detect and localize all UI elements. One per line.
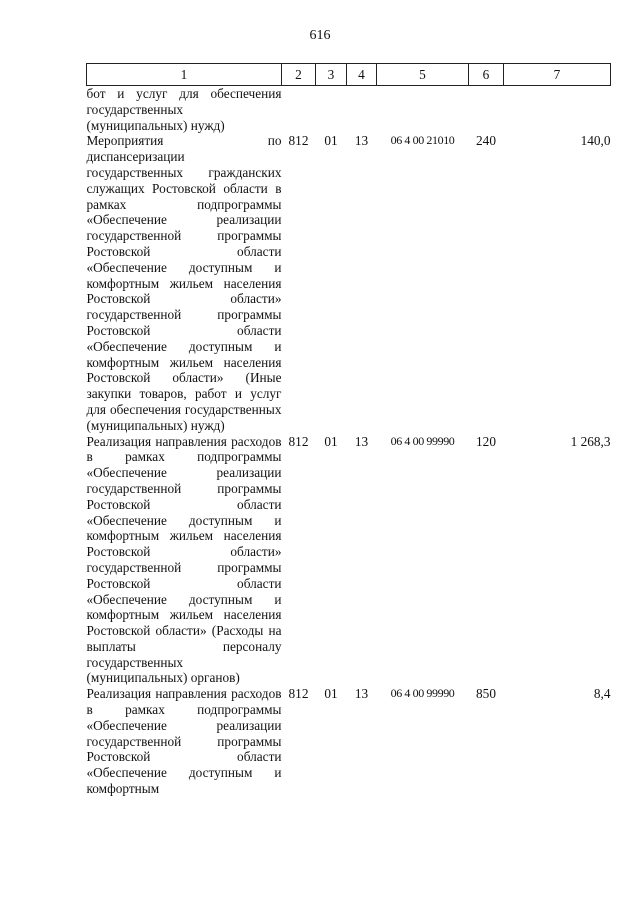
header-col-4: 4 bbox=[347, 64, 377, 86]
row-ministry: 812 bbox=[288, 686, 309, 702]
header-col-1: 1 bbox=[87, 64, 282, 86]
row-target-article: 06 4 00 99990 bbox=[390, 686, 455, 701]
row-target-article: 06 4 00 99990 bbox=[390, 433, 455, 448]
row-description: Мероприятия по диспансеризации государственных гражданских служащих Ростовской области в рамках подпрограммы «Обеспечение реализации государственной программы Ростовской области «Обеспечение доступным и комфортным жильем населения Ростовской области» государственной программы Ростовской области «Обеспечение доступным и комфортным жильем населения Ростовской области» (Иные закупки товаров, работ и услуг для обеспечения государственных (муниципальных) нужд) bbox=[86, 133, 282, 433]
header-col-5: 5 bbox=[377, 64, 469, 86]
row-target-article: 06 4 00 21010 bbox=[390, 133, 455, 148]
row-amount: 140,0 bbox=[580, 133, 611, 149]
row-amount: 1 268,3 bbox=[570, 433, 611, 449]
header-col-6: 6 bbox=[469, 64, 504, 86]
header-col-3: 3 bbox=[316, 64, 347, 86]
row-expense-type: 240 bbox=[476, 133, 496, 149]
continuation-row bbox=[87, 86, 611, 134]
row-ministry: 812 bbox=[288, 133, 309, 149]
header-col-7: 7 bbox=[504, 64, 611, 86]
row-section: 01 bbox=[324, 686, 338, 702]
row-subsection: 13 bbox=[354, 433, 369, 449]
continuation-description: бот и услуг для обеспечения государственных (муниципальных) нужд) bbox=[86, 86, 282, 133]
page-number: 616 bbox=[309, 28, 331, 43]
header-col-2: 2 bbox=[282, 64, 316, 86]
row-expense-type: 850 bbox=[476, 686, 496, 702]
row-description: Реализация направления расходов в рамках подпрограммы «Обеспечение реализации государственной программы Ростовской области «Обеспечение доступным и комфортным bbox=[86, 686, 282, 797]
table-row bbox=[87, 133, 611, 433]
table-header-row bbox=[87, 64, 611, 86]
budget-table bbox=[86, 63, 611, 797]
row-expense-type: 120 bbox=[476, 433, 496, 449]
row-description: Реализация направления расходов в рамках подпрограммы «Обеспечение реализации государственной программы Ростовской области «Обеспечение доступным и комфортным жильем населения Ростовской области» государственной программы Ростовской области «Обеспечение доступным и комфортным жильем населения Ростовской области» (Расходы на выплаты персоналу государственных (муниципальных) органов) bbox=[86, 433, 282, 686]
table-row bbox=[87, 434, 611, 687]
row-ministry: 812 bbox=[288, 433, 309, 449]
row-subsection: 13 bbox=[354, 133, 369, 149]
table-row bbox=[87, 686, 611, 797]
row-section: 01 bbox=[324, 433, 338, 449]
row-subsection: 13 bbox=[354, 686, 369, 702]
row-section: 01 bbox=[324, 133, 338, 149]
row-amount: 8,4 bbox=[593, 686, 611, 702]
